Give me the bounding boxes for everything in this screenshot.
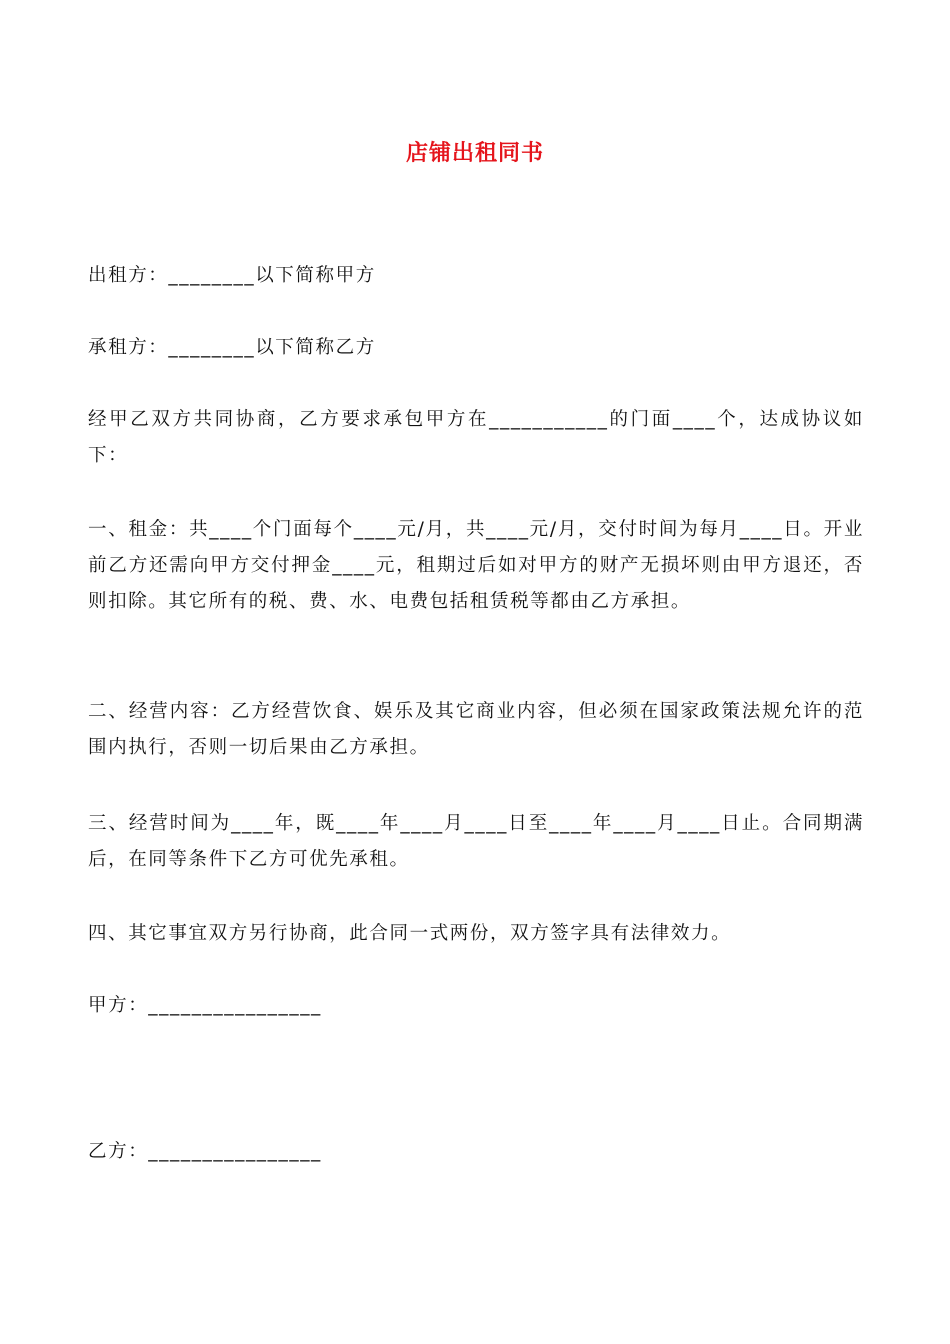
clause-business-content: 二、经营内容：乙方经营饮食、娱乐及其它商业内容，但必须在国家政策法规允许的范围内执行，否则一切后果由乙方承担。 [88, 701, 864, 758]
party-b-signature-line: 乙方：________________ [88, 1141, 322, 1162]
clause-rent: 一、租金：共____个门面每个____元/月，共____元/月，交付时间为每月____日。开业前乙方还需向甲方交付押金____元，租期过后如对甲方的财产无损坏则由甲方退还，否则扣除。其它所有的税、费、水、电费包括租赁税等都由乙方承担。 [88, 519, 864, 612]
clause-other-matters: 四、其它事宜双方另行协商，此合同一式两份，双方签字具有法律效力。 [88, 923, 732, 944]
party-a-signature-line: 甲方：________________ [88, 995, 322, 1016]
lessor-line: 出租方：________以下简称甲方 [88, 265, 376, 286]
lessee-line: 承租方：________以下简称乙方 [88, 337, 376, 358]
clause-business-term: 三、经营时间为____年，既____年____月____日至____年____月____日止。合同期满后，在同等条件下乙方可优先承租。 [88, 813, 864, 870]
document-title: 店铺出租同书 [405, 141, 544, 166]
intro-paragraph: 经甲乙双方共同协商，乙方要求承包甲方在___________的门面____个，达成协议如下： [88, 409, 864, 466]
